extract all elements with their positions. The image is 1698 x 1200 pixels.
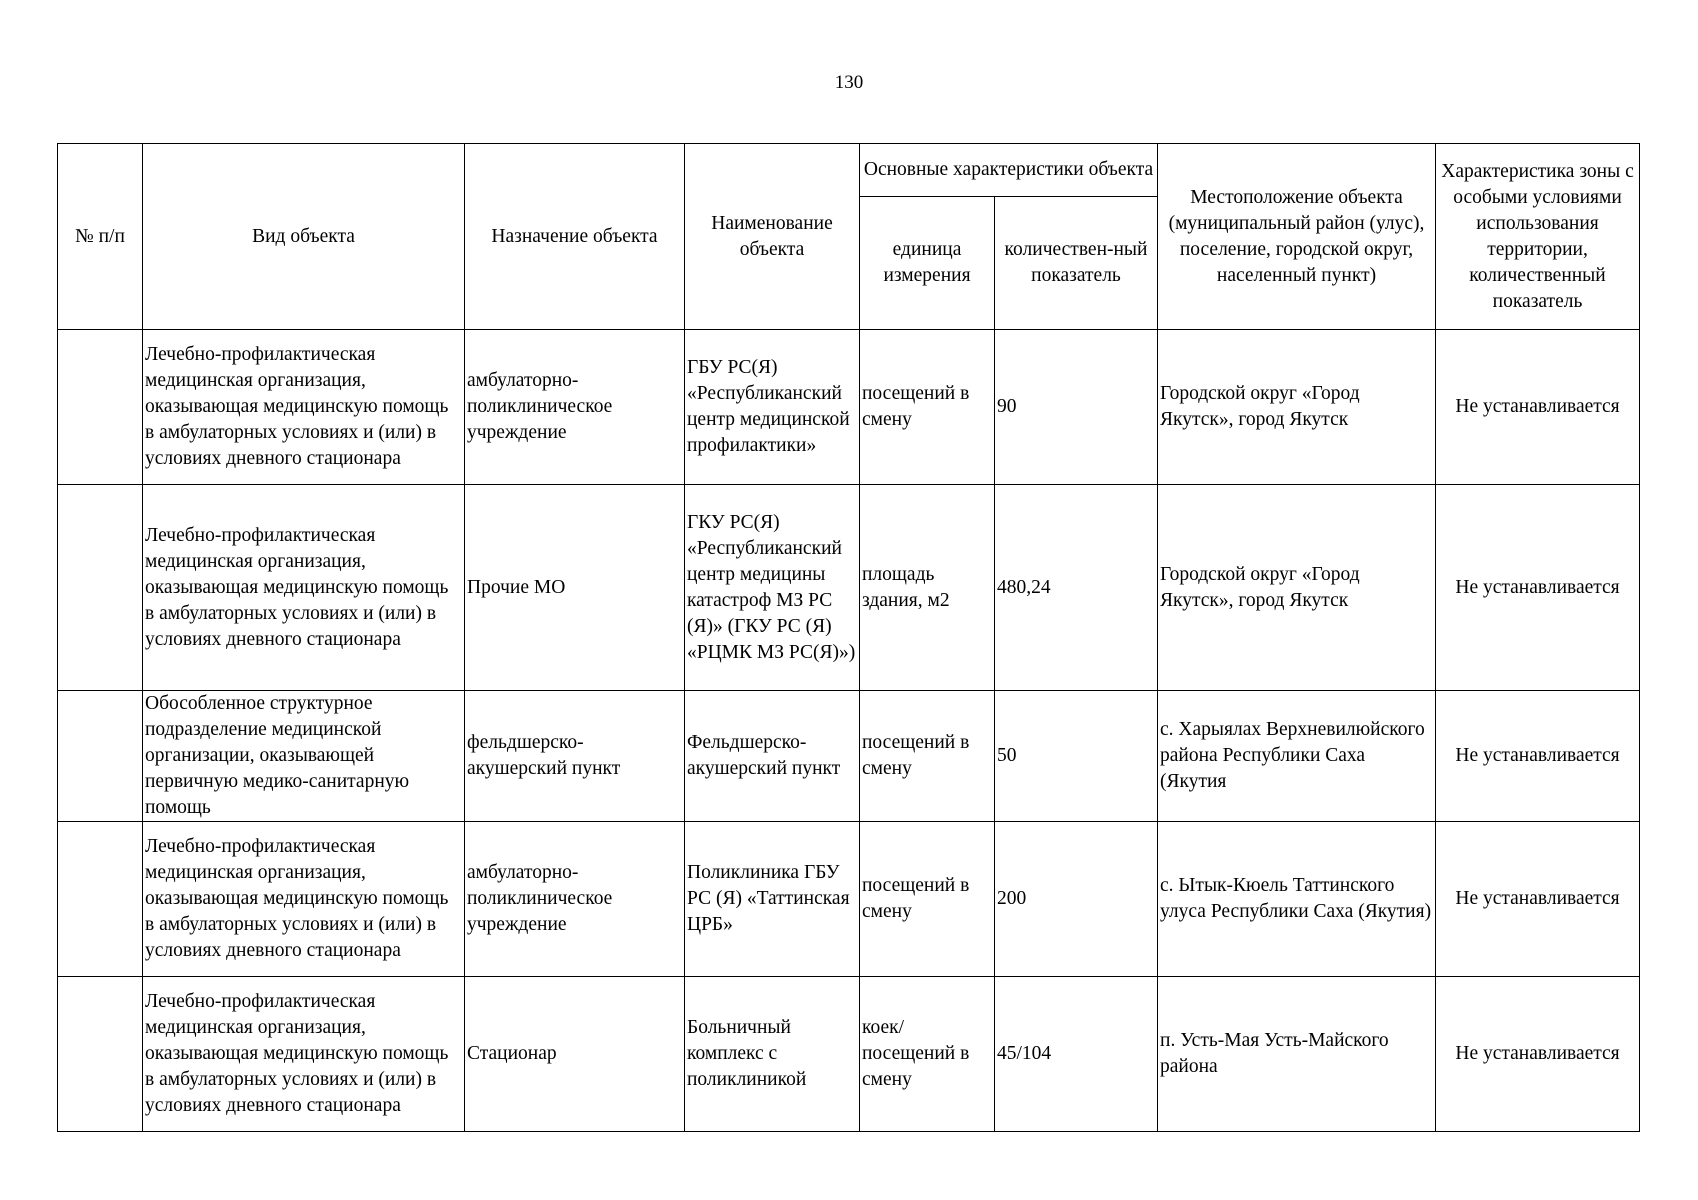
cell-quantity: 200: [995, 822, 1158, 977]
header-zone: Характеристика зоны с особыми условиями использования территории, количественный показатель: [1436, 144, 1640, 330]
cell-location: Городской округ «Город Якутск», город Якутск: [1158, 485, 1436, 691]
cell-num: [58, 691, 143, 822]
cell-type: Лечебно-профилактическая медицинская организация, оказывающая медицинскую помощь в амбулаторных условиях и (или) в условиях дневного стационара: [143, 977, 465, 1132]
cell-name: ГБУ РС(Я) «Республиканский центр медицинской профилактики»: [685, 330, 860, 485]
cell-type: Обособленное структурное подразделение медицинской организации, оказывающей первичную медико-санитарную помощь: [143, 691, 465, 822]
table-row: [58, 691, 1640, 822]
objects-table: [57, 143, 1640, 1132]
header-unit: единица измерения: [860, 197, 995, 330]
header-type: Вид объекта: [143, 144, 465, 330]
cell-quantity: 50: [995, 691, 1158, 822]
cell-purpose: амбулаторно-поликлиническое учреждение: [465, 330, 685, 485]
cell-purpose: фельдшерско-акушерский пункт: [465, 691, 685, 822]
cell-location: Городской округ «Город Якутск», город Якутск: [1158, 330, 1436, 485]
cell-unit: коек/ посещений в смену: [860, 977, 995, 1132]
cell-name: Поликлиника ГБУ РС (Я) «Таттинская ЦРБ»: [685, 822, 860, 977]
cell-quantity: 90: [995, 330, 1158, 485]
cell-purpose: амбулаторно-поликлиническое учреждение: [465, 822, 685, 977]
cell-name: Больничный комплекс с поликлиникой: [685, 977, 860, 1132]
header-purpose: Назначение объекта: [465, 144, 685, 330]
cell-zone: Не устанавливается: [1436, 691, 1640, 822]
cell-quantity: 45/104: [995, 977, 1158, 1132]
cell-unit: площадь здания, м2: [860, 485, 995, 691]
cell-location: с. Ытык-Кюель Таттинского улуса Республики Саха (Якутия): [1158, 822, 1436, 977]
header-num: № п/п: [58, 144, 143, 330]
cell-num: [58, 330, 143, 485]
table-row: [58, 822, 1640, 977]
cell-zone: Не устанавливается: [1436, 485, 1640, 691]
cell-purpose: Стационар: [465, 977, 685, 1132]
cell-unit: посещений в смену: [860, 691, 995, 822]
cell-zone: Не устанавливается: [1436, 330, 1640, 485]
cell-type: Лечебно-профилактическая медицинская организация, оказывающая медицинскую помощь в амбулаторных условиях и (или) в условиях дневного стационара: [143, 485, 465, 691]
header-location: Местоположение объекта (муниципальный район (улус), поселение, городской округ, населенный пункт): [1158, 144, 1436, 330]
cell-zone: Не устанавливается: [1436, 977, 1640, 1132]
table-row: [58, 977, 1640, 1132]
cell-num: [58, 485, 143, 691]
cell-unit: посещений в смену: [860, 330, 995, 485]
cell-unit: посещений в смену: [860, 822, 995, 977]
table-header-row: [58, 144, 1640, 197]
cell-num: [58, 977, 143, 1132]
cell-location: с. Харыялах Верхневилюйского района Республики Саха (Якутия: [1158, 691, 1436, 822]
cell-quantity: 480,24: [995, 485, 1158, 691]
cell-zone: Не устанавливается: [1436, 822, 1640, 977]
cell-name: Фельдшерско-акушерский пункт: [685, 691, 860, 822]
cell-type: Лечебно-профилактическая медицинская организация, оказывающая медицинскую помощь в амбулаторных условиях и (или) в условиях дневного стационара: [143, 330, 465, 485]
page-number: 130: [834, 72, 864, 93]
cell-type: Лечебно-профилактическая медицинская организация, оказывающая медицинскую помощь в амбулаторных условиях и (или) в условиях дневного стационара: [143, 822, 465, 977]
cell-num: [58, 822, 143, 977]
table-row: [58, 485, 1640, 691]
cell-location: п. Усть-Мая Усть-Майского района: [1158, 977, 1436, 1132]
cell-name: ГКУ РС(Я) «Республиканский центр медицины катастроф МЗ РС (Я)» (ГКУ РС (Я) «РЦМК МЗ РС(Я)»): [685, 485, 860, 691]
header-main-characteristics: Основные характеристики объекта: [860, 144, 1158, 197]
table-row: [58, 330, 1640, 485]
header-name: Наименование объекта: [685, 144, 860, 330]
header-quantity: количествен-ный показатель: [995, 197, 1158, 330]
cell-purpose: Прочие МО: [465, 485, 685, 691]
